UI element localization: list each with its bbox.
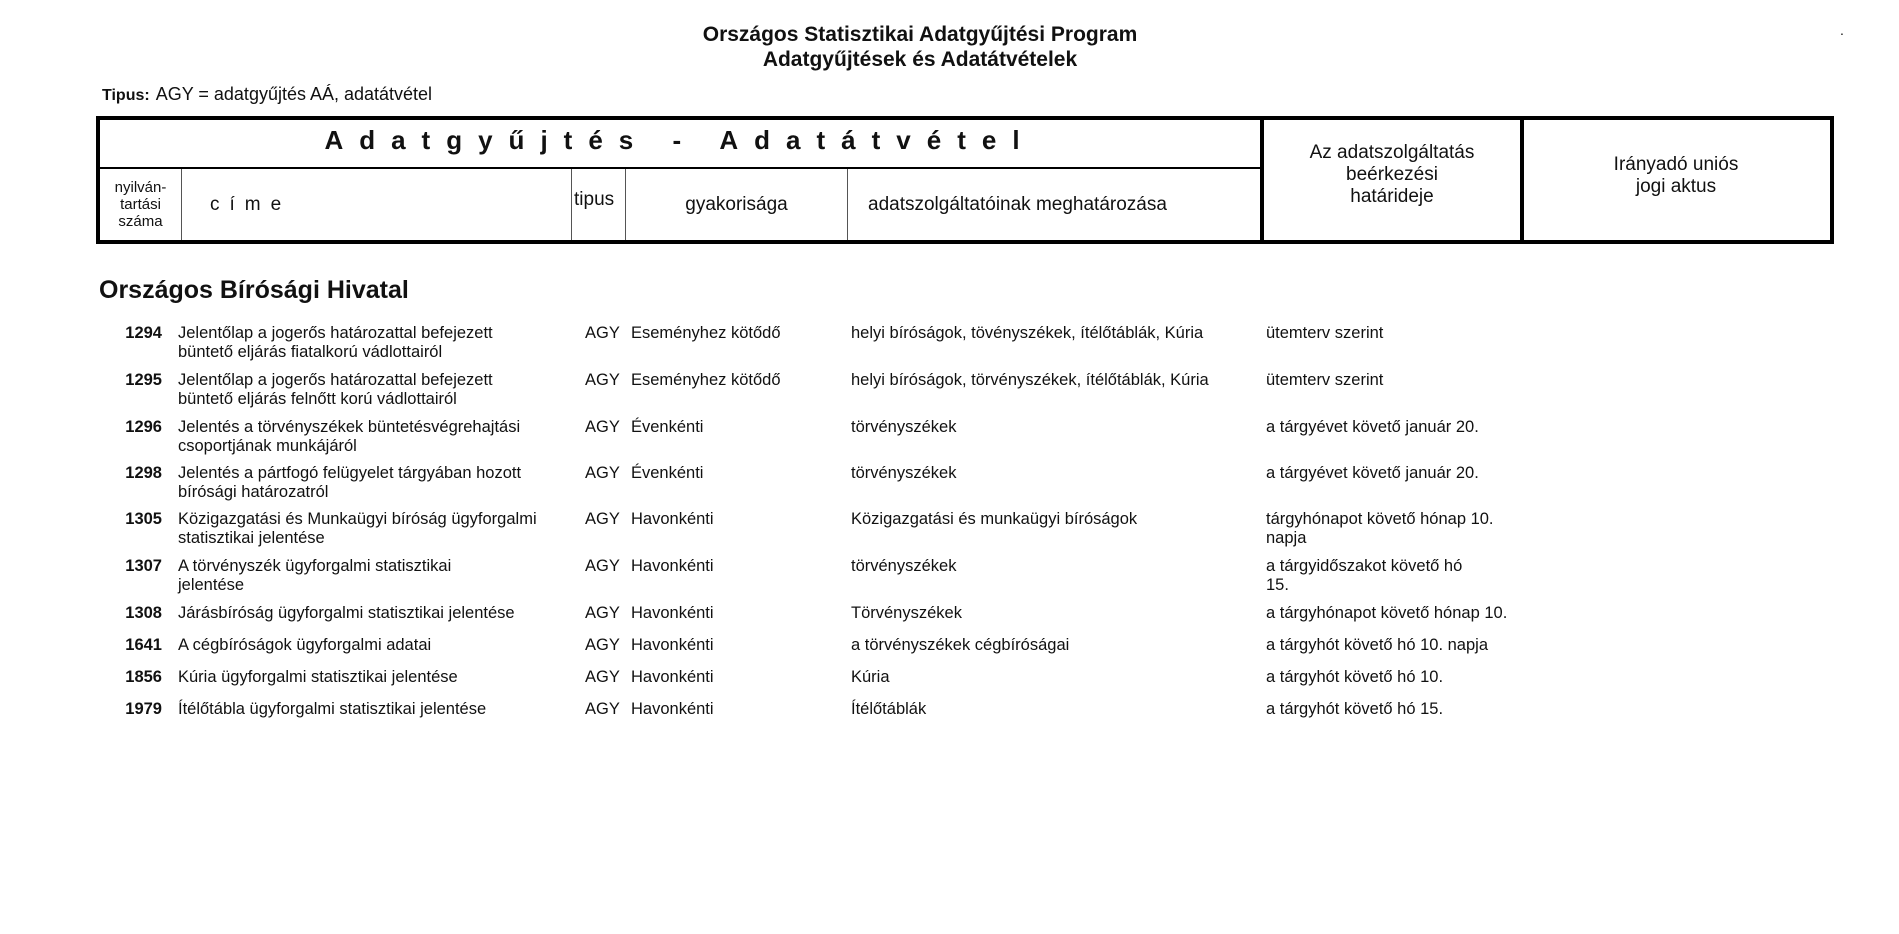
tipus-legend <box>102 84 432 105</box>
header-number-line-2: tartási <box>120 196 161 213</box>
row-type: AGY <box>585 700 620 718</box>
row-frequency: Évenkénti <box>631 464 704 482</box>
header-eu-line-1: Irányadó uniós <box>1613 154 1739 175</box>
section-title: Országos Bírósági Hivatal <box>99 276 409 304</box>
corner-mark: . <box>1840 22 1844 38</box>
row-code: 1308 <box>125 604 162 622</box>
header-deadline-line-1: Az adatszolgáltatás <box>1309 142 1475 163</box>
row-title: Jelentőlap a jogerős határozattal befejezett büntető eljárás felnőtt korú vádlottairól <box>178 371 493 408</box>
row-title: Ítélőtábla ügyforgalmi statisztikai jelentése <box>178 700 487 718</box>
row-providers: Közigazgatási és munkaügyi bíróságok <box>851 510 1138 528</box>
header-deadline <box>1264 142 1520 208</box>
header-eu-act <box>1526 154 1826 198</box>
table-header <box>96 116 1834 244</box>
row-type: AGY <box>585 557 620 575</box>
row-code: 1298 <box>125 464 162 482</box>
row-code: 1294 <box>125 324 162 342</box>
row-code: 1307 <box>125 557 162 575</box>
row-frequency: Havonkénti <box>631 510 714 528</box>
row-providers: törvényszékek <box>851 418 957 436</box>
row-title: A törvényszék ügyforgalmi statisztikai jelentése <box>178 557 452 594</box>
row-deadline: a tárgyévet követő január 20. <box>1266 464 1479 482</box>
row-type: AGY <box>585 371 620 389</box>
row-frequency: Havonkénti <box>631 636 714 654</box>
header-number-line-1: nyilván- <box>114 179 167 196</box>
row-frequency: Évenkénti <box>631 418 704 436</box>
tipus-label: Tipus: <box>102 87 150 104</box>
row-providers: helyi bíróságok, törvényszékek, ítélőtáblák, Kúria <box>851 371 1209 389</box>
header-number <box>100 169 182 240</box>
row-code: 1305 <box>125 510 162 528</box>
row-providers: törvényszékek <box>851 464 957 482</box>
row-title: A cégbíróságok ügyforgalmi adatai <box>178 636 432 654</box>
row-frequency: Havonkénti <box>631 557 714 575</box>
row-title: Jelentőlap a jogerős határozattal befejezett büntető eljárás fiatalkorú vádlottairól <box>178 324 493 361</box>
header-providers: adatszolgáltatóinak meghatározása <box>868 193 1167 215</box>
header-type: tipus <box>572 169 626 240</box>
title-line-1: Országos Statisztikai Adatgyűjtési Program <box>702 23 1138 46</box>
row-deadline: a tárgyhót követő hó 15. <box>1266 700 1444 718</box>
header-frequency: gyakorisága <box>626 169 848 240</box>
row-providers: helyi bíróságok, tövényszékek, ítélőtáblák, Kúria <box>851 324 1204 342</box>
row-deadline: ütemterv szerint <box>1266 371 1384 389</box>
header-deadline-line-2: beérkezési <box>1346 164 1438 185</box>
row-providers: Törvényszékek <box>851 604 962 622</box>
row-deadline: a tárgyidőszakot követő hó 15. <box>1266 557 1463 594</box>
row-code: 1979 <box>125 700 162 718</box>
row-deadline: a tárgyhót követő hó 10. <box>1266 668 1444 686</box>
row-deadline: a tárgyhót követő hó 10. napja <box>1266 636 1488 654</box>
row-frequency: Havonkénti <box>631 604 714 622</box>
row-deadline: ütemterv szerint <box>1266 324 1384 342</box>
row-frequency: Havonkénti <box>631 700 714 718</box>
header-divider-2 <box>1520 120 1524 240</box>
row-title: Jelentés a törvényszékek büntetésvégrehajtási csoportjának munkájáról <box>178 418 521 455</box>
row-frequency: Havonkénti <box>631 668 714 686</box>
row-providers: a törvényszékek cégbíróságai <box>851 636 1070 654</box>
row-code: 1296 <box>125 418 162 436</box>
row-deadline: a tárgyévet követő január 20. <box>1266 418 1479 436</box>
header-number-line-3: száma <box>118 213 163 230</box>
row-providers: törvényszékek <box>851 557 957 575</box>
row-code: 1295 <box>125 371 162 389</box>
row-code: 1641 <box>125 636 162 654</box>
row-title: Közigazgatási és Munkaügyi bíróság ügyforgalmi statisztikai jelentése <box>178 510 537 547</box>
title-line-2: Adatgyűjtések és Adatátvételek <box>762 48 1078 71</box>
row-type: AGY <box>585 464 620 482</box>
row-frequency: Eseményhez kötődő <box>631 371 781 389</box>
row-type: AGY <box>585 668 620 686</box>
row-title: Járásbíróság ügyforgalmi statisztikai jelentése <box>178 604 515 622</box>
row-providers: Ítélőtáblák <box>851 700 927 718</box>
header-title: címe <box>182 169 572 240</box>
row-code: 1856 <box>125 668 162 686</box>
row-type: AGY <box>585 418 620 436</box>
row-frequency: Eseményhez kötődő <box>631 324 781 342</box>
header-eu-line-2: jogi aktus <box>1635 176 1717 197</box>
row-title: Kúria ügyforgalmi statisztikai jelentése <box>178 668 458 686</box>
tipus-value: AGY = adatgyűjtés AÁ, adatátvétel <box>155 84 433 104</box>
row-type: AGY <box>585 604 620 622</box>
row-title: Jelentés a pártfogó felügyelet tárgyában hozott bírósági határozatról <box>178 464 522 501</box>
row-type: AGY <box>585 510 620 528</box>
row-deadline: tárgyhónapot követő hónap 10. napja <box>1266 510 1494 547</box>
header-main-title: Adatgyűjtés - Adatátvétel <box>100 120 1260 169</box>
header-deadline-line-3: határideje <box>1350 186 1434 207</box>
row-type: AGY <box>585 324 620 342</box>
row-type: AGY <box>585 636 620 654</box>
header-left-group <box>100 120 1260 240</box>
document-title <box>0 22 1840 72</box>
row-providers: Kúria <box>851 668 890 686</box>
row-deadline: a tárgyhónapot követő hónap 10. <box>1266 604 1508 622</box>
